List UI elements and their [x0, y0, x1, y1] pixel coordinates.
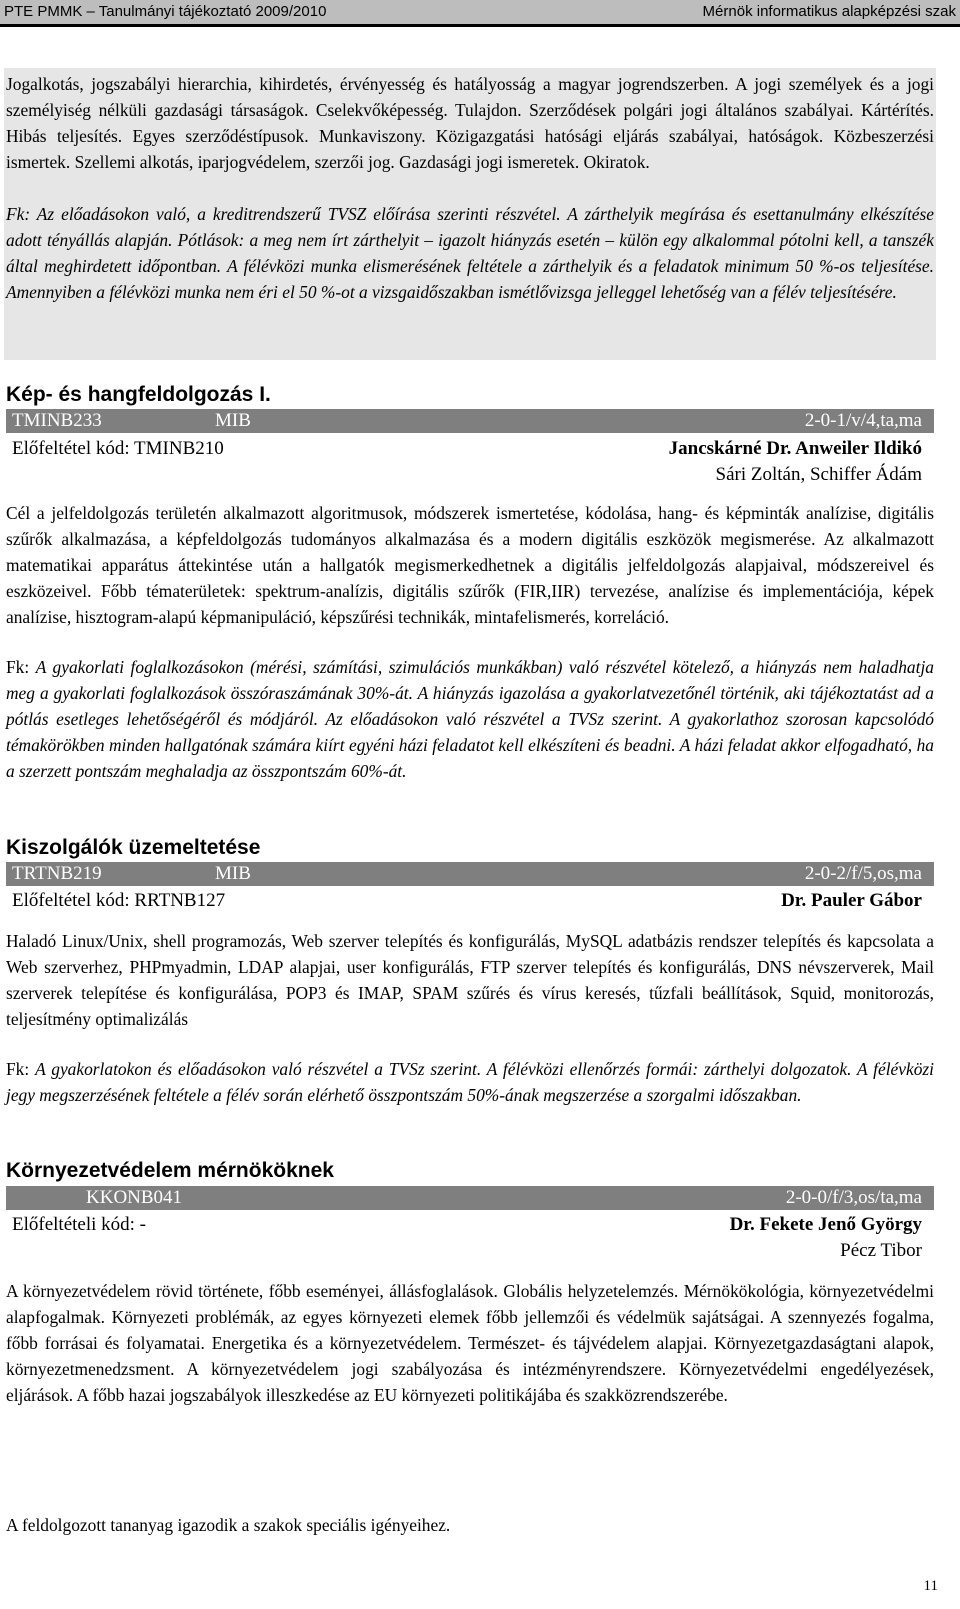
- course-code: KKONB041: [86, 1187, 183, 1208]
- course-other-lecturers: Pécz Tibor: [840, 1240, 922, 1261]
- course-org: MIB: [215, 410, 251, 431]
- course-credits: 2-0-1/v/4,ta,ma: [804, 410, 922, 431]
- course-fk-text: A gyakorlatokon és előadásokon való részvétel a TVSz szerint. A félévközi ellenőrzés formái: zárthelyi dolgozatok. A félévközi jegy megszerzésének feltétele a félév során elérhető összpontszám 50%-ának megszerzése a szorgalmi időszakban.: [6, 1059, 934, 1106]
- course-description: Cél a jelfeldolgozás területén alkalmazott algoritmusok, módszerek ismertetése, kódolása, hang- és képminták analízise, digitális szűrők alkalmazása, a képfeldolgozás tudományos alkalmazása és a modern digitális eszközök megismerése. Az alkalmazott matematikai apparátus áttekintése után a hallgatók megismerkedhetnek a digitális jelfeldolgozás alapjaival, módszereivel és eszközeivel. Főbb tématerületek: spektrum-analízis, digitális szűrők (FIR,IIR) tervezése, analízise és implementációja, képek analízise, hisztogram-alapú képmanipuláció, képszűrési technikák, mintafelismerés, korreláció.: [6, 503, 934, 628]
- course-prereq: Előfeltételi kód: -: [12, 1214, 147, 1235]
- course-fk-label: Fk:: [6, 657, 36, 677]
- course-fk-label: Fk:: [6, 1059, 36, 1079]
- course-lecturer: Dr. Pauler Gábor: [781, 890, 922, 911]
- header-right: Mérnök informatikus alapképzési szak: [702, 3, 956, 20]
- course-prereq: Előfeltétel kód: RRTNB127: [12, 890, 226, 911]
- intro-body: Jogalkotás, jogszabályi hierarchia, kihirdetés, érvényesség és hatályosság a magyar jogrendszerben. A jogi személyek és a jogi személyiség nélküli gazdasági társaságok. Cselekvőképesség. Tulajdon. Szerződések polgári jogi általános szabályai. Kártérítés. Hibás teljesítés. Egyes szerződéstípusok. Munkaviszony. Közigazgatási hatósági eljárás szabályai, hatóságok. Közbeszerzési ismertek. Szellemi alkotás, iparjogvédelem, szerzői jog. Gazdasági jogi ismeretek. Okiratok.: [6, 74, 934, 173]
- course-bar-kiszolgalok: [6, 862, 934, 886]
- course-description: A környezetvédelem rövid története, főbb eseményei, állásfoglalások. Globális helyzetelemzés. Mérnökökológia, környezetvédelmi alapfogalmak. Környezeti problémák, az egyes környezeti elemek főbb jellemzői és védelmük sajátságai. A szennyezés fogalma, főbb forrásai és folyamatai. Energetika és a környezetvédelem. Természet- és tájvédelem alapjai. Környezetgazdaságtani alapok, környezetmenedzsment. A környezetvédelem jogi szabályozása és intézményrendszere. Környezetvédelmi engedélyezések, eljárások. A főbb hazai jogszabályok illeszkedése az EU környezeti politikájába és szakközrendszerébe.: [6, 1281, 934, 1406]
- course-other-lecturers: Sári Zoltán, Schiffer Ádám: [715, 464, 922, 485]
- intro-fk: [6, 201, 934, 305]
- course-fk: [6, 654, 934, 784]
- course-credits: 2-0-0/f/3,os/ta,ma: [785, 1187, 922, 1208]
- course-prereq: Előfeltétel kód: TMINB210: [12, 438, 224, 459]
- course-title-kep-hang: Kép- és hangfeldolgozás I.: [6, 383, 271, 406]
- course-title-kornyezetvedelem: Környezetvédelem mérnököknek: [6, 1159, 334, 1182]
- course-org: MIB: [215, 863, 251, 884]
- course-fk-text: A gyakorlati foglalkozásokon (mérési, számítási, szimulációs munkákban) való részvétel kötelező, a hiányzás nem haladhatja meg a gyakorlati foglalkozások összóraszámának 30%-át. A hiányzás igazolása a gyakorlatvezetőnél történik, aki tájékoztatást ad a pótlás esetleges lehetőségéről és módjáról. Az előadásokon való részvétel a TVSz szerint. A gyakorlathoz szorosan kapcsolódó témakörökben minden hallgatónak számára kiírt egyéni házi feladatot kell elkészíteni és beadni. A házi feladat akkor elfogadható, ha a szerzett pontszám meghaladja az összpontszám 60%-át.: [6, 657, 934, 782]
- course-bar-kep-hang: [6, 409, 934, 433]
- course-title-kiszolgalok: Kiszolgálók üzemeltetése: [6, 836, 261, 859]
- intro-fk-text: Fk: Az előadásokon való, a kreditrendszerű TVSZ előírása szerinti részvétel. A zárthelyik megírása és esettanulmány elkészítése adott tényállás alapján. Pótlások: a meg nem írt zárthelyit – igazolt hiányzás esetén – külön egy alkalommal pótolni kell, a tanszék által meghirdetett időpontban. A félévközi munka elismerésének feltétele a zárthelyik és a feladatok minimum 50 %-os teljesítése. Amennyiben a félévközi munka nem éri el 50 %-ot a vizsgaidőszakban ismétlővizsga jelleggel lehetőség van a félév teljesítésére.: [6, 204, 934, 303]
- course-description: Haladó Linux/Unix, shell programozás, Web szerver telepítés és konfigurálás, MySQL adatbázis rendszer telepítés és kapcsolata a Web szerverhez, PHPmyadmin, LDAP alapjai, user konfigurálás, FTP szerver telepítés és konfigurálás, DNS névszerverek, Mail szerverek telepítése és konfigurálása, POP3 és IMAP, SPAM szűrés és vírus keresés, tűzfali beállítások, Squid, monitorozás, teljesítmény optimalizálás: [6, 931, 934, 1030]
- page-header: [0, 0, 960, 24]
- course-bar-kornyezetvedelem: [6, 1186, 934, 1210]
- course-note: A feldolgozott tananyag igazodik a szakok speciális igényeihez.: [6, 1515, 451, 1535]
- header-left: PTE PMMK – Tanulmányi tájékoztató 2009/2010: [4, 3, 327, 20]
- course-code: TRTNB219: [12, 863, 102, 884]
- course-credits: 2-0-2/f/5,os,ma: [804, 863, 922, 884]
- header-divider: [0, 24, 960, 27]
- course-fk: [6, 1056, 934, 1108]
- course-lecturer: Jancskárné Dr. Anweiler Ildikó: [668, 438, 922, 459]
- course-lecturer: Dr. Fekete Jenő György: [729, 1214, 922, 1235]
- page-number: 11: [923, 1578, 938, 1594]
- course-code: TMINB233: [12, 410, 102, 431]
